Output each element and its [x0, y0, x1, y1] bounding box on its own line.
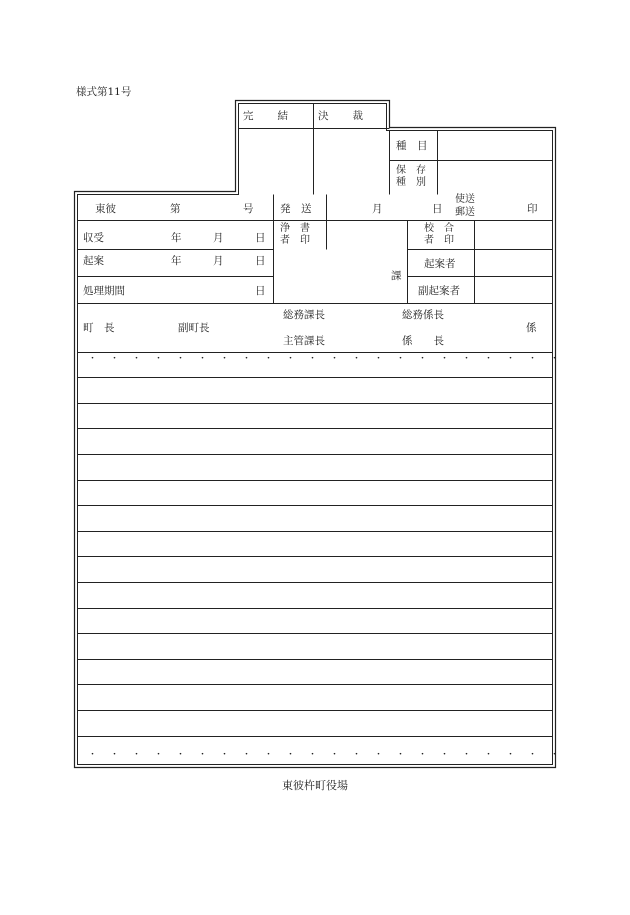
guide-dot: ・: [550, 354, 560, 364]
guide-dot: ・: [352, 354, 362, 364]
guide-dot: ・: [550, 750, 560, 760]
shukan-kachou-label: 主管課長: [283, 335, 325, 347]
kiansha-label: 起案者: [424, 258, 456, 270]
fukuchou-label: 副町長: [178, 322, 210, 334]
guide-dot: ・: [286, 750, 296, 760]
draft-year-label: 年: [171, 255, 182, 267]
go-label: 号: [243, 203, 254, 215]
draft-month-label: 月: [213, 255, 224, 267]
shisou-label: 使送: [455, 194, 475, 205]
receive-month-label: 月: [213, 232, 224, 244]
guide-dot: ・: [330, 354, 340, 364]
kessai-label: 決 裁: [318, 110, 364, 122]
send-month-label: 月: [372, 203, 383, 215]
guide-dot: ・: [154, 750, 164, 760]
soumu-kachou-label: 総務課長: [283, 309, 325, 321]
guide-dot: ・: [462, 750, 472, 760]
guide-dot: ・: [176, 750, 186, 760]
send-day-label: 日: [432, 203, 443, 215]
receive-year-label: 年: [171, 232, 182, 244]
guide-dot: ・: [418, 354, 428, 364]
kanketsu-label: 完 結: [243, 110, 289, 122]
guide-dot: ・: [154, 354, 164, 364]
guide-dot: ・: [264, 750, 274, 760]
yuusou-label: 郵送: [455, 207, 475, 218]
shumoku-label: 種 目: [396, 140, 428, 152]
guide-dot: ・: [198, 354, 208, 364]
dai-label: 第: [170, 203, 181, 215]
receive-day-label: 日: [255, 232, 266, 244]
kougou-label-1: 校 合: [424, 223, 454, 234]
guide-dot: ・: [88, 750, 98, 760]
josho-label-1: 浄 書: [280, 223, 310, 234]
guide-dot: ・: [418, 750, 428, 760]
period-day-label: 日: [255, 285, 266, 297]
guide-dot: ・: [506, 354, 516, 364]
form-number: 様式第11号: [76, 86, 132, 98]
guide-dot: ・: [396, 354, 406, 364]
guide-dot: ・: [440, 354, 450, 364]
guide-dot: ・: [330, 750, 340, 760]
guide-dot: ・: [308, 354, 318, 364]
footer-office-name: 東彼杵町役場: [282, 779, 348, 792]
guide-dot: ・: [286, 354, 296, 364]
guide-dot: ・: [110, 750, 120, 760]
guide-dot: ・: [440, 750, 450, 760]
guide-dot: ・: [242, 750, 252, 760]
in-label: 印: [527, 203, 538, 215]
kian-label: 起案: [83, 255, 104, 267]
draft-day-label: 日: [255, 255, 266, 267]
hozon-label-2: 種 別: [396, 177, 426, 188]
guide-dot: ・: [264, 354, 274, 364]
guide-dot: ・: [220, 354, 230, 364]
josho-label-2: 者 印: [280, 235, 310, 246]
guide-dot: ・: [462, 354, 472, 364]
kougou-label-2: 者 印: [424, 235, 454, 246]
fuku-kiansha-label: 副起案者: [418, 285, 460, 297]
guide-dot: ・: [132, 354, 142, 364]
guide-dot: ・: [88, 354, 98, 364]
hozon-label-1: 保 存: [396, 165, 426, 176]
guide-dot: ・: [352, 750, 362, 760]
kakari-label: 係: [526, 322, 537, 334]
guide-dot: ・: [374, 750, 384, 760]
guide-dot: ・: [308, 750, 318, 760]
chou-label: 町 長: [83, 322, 115, 334]
guide-dot: ・: [374, 354, 384, 364]
ka-label: 課: [391, 270, 402, 282]
kakarichou-label: 係 長: [402, 335, 444, 347]
guide-dot: ・: [484, 354, 494, 364]
shuju-label: 収受: [83, 232, 104, 244]
guide-dot: ・: [242, 354, 252, 364]
guide-dot: ・: [132, 750, 142, 760]
guide-dot: ・: [176, 354, 186, 364]
guide-dot: ・: [506, 750, 516, 760]
guide-dot: ・: [110, 354, 120, 364]
guide-dot: ・: [198, 750, 208, 760]
guide-dot: ・: [220, 750, 230, 760]
guide-dot: ・: [396, 750, 406, 760]
guide-dot: ・: [528, 354, 538, 364]
hassou-label: 発 送: [280, 203, 312, 215]
tohiko-label: 東彼: [95, 203, 116, 215]
soumu-kakarichou-label: 総務係長: [402, 309, 444, 321]
guide-dot: ・: [528, 750, 538, 760]
guide-dot: ・: [484, 750, 494, 760]
period-label: 処理期間: [83, 285, 125, 297]
